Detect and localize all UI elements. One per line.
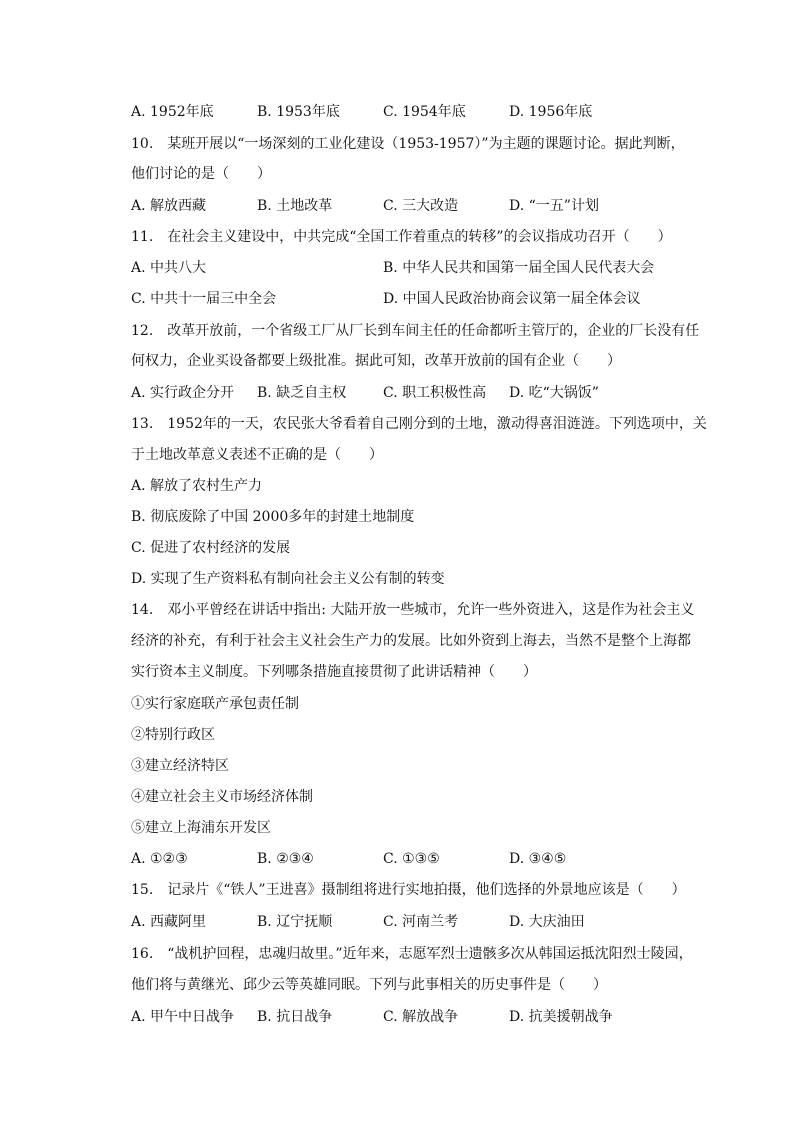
q12-option-c[interactable]: C. 职工积极性高 bbox=[383, 385, 487, 401]
q13-stem-line-2: 于土地改革意义表述不正确的是（ ） bbox=[131, 447, 383, 463]
q14-item-4: ④建立社会主义市场经济体制 bbox=[131, 789, 313, 805]
q11-stem-line-1: 11. 在社会主义建设中，中共完成“全国工作着重点的转移”的会议指成功召开（ ） bbox=[131, 229, 672, 245]
q14-stem-line-1: 14. 邓小平曾经在讲话中指出: 大陆开放一些城市，允许一些外资进入，这是作为社会主义 bbox=[131, 602, 695, 618]
q13-option-a[interactable]: A. 解放了农村生产力 bbox=[131, 478, 263, 494]
q16-option-d[interactable]: D. 抗美援朝战争 bbox=[509, 1009, 613, 1025]
q14-option-b[interactable]: B. ②③④ bbox=[257, 851, 314, 867]
q14-item-3: ③建立经济特区 bbox=[131, 758, 229, 774]
q10-stem-line-2: 他们讨论的是（ ） bbox=[131, 166, 271, 182]
q15-option-b[interactable]: B. 辽宁抚顺 bbox=[257, 914, 333, 930]
q12-stem-line-1: 12. 改革开放前，一个省级工厂从厂长到车间主任的任命都听主管厅的，企业的厂长没有任 bbox=[131, 323, 700, 339]
q13-option-b[interactable]: B. 彻底废除了中国 2000多年的封建土地制度 bbox=[131, 509, 415, 525]
q12-option-b[interactable]: B. 缺乏自主权 bbox=[257, 385, 347, 401]
q9-option-c[interactable]: C. 1954年底 bbox=[383, 104, 466, 120]
q15-option-a[interactable]: A. 西藏阿里 bbox=[131, 914, 207, 930]
q10-option-d[interactable]: D. “一五”计划 bbox=[509, 198, 599, 214]
q13-option-d[interactable]: D. 实现了生产资料私有制向社会主义公有制的转变 bbox=[131, 571, 445, 587]
q16-stem-line-1: 16. “战机护回程，忠魂归故里。”近年来，志愿军烈士遗骸多次从韩国运抵沈阳烈士陵园， bbox=[131, 946, 693, 962]
q16-option-a[interactable]: A. 甲午中日战争 bbox=[131, 1009, 235, 1025]
q14-stem-line-2: 经济的补充，有利于社会主义社会生产力的发展。比如外资到上海去，当然不是整个上海都 bbox=[131, 633, 691, 649]
q13-stem-line-1: 13. 1952年的一天，农民张大爷看着自己刚分到的土地，激动得喜泪涟涟。下列选项中，关 bbox=[131, 416, 707, 432]
q12-option-a[interactable]: A. 实行政企分开 bbox=[131, 385, 235, 401]
q10-stem-line-1: 10. 某班开展以“一场深刻的工业化建设（1953-1957）”为主题的课题讨论。据此判断， bbox=[131, 136, 685, 152]
q16-option-b[interactable]: B. 抗日战争 bbox=[257, 1009, 333, 1025]
q10-option-c[interactable]: C. 三大改造 bbox=[383, 198, 459, 214]
q9-option-b[interactable]: B. 1953年底 bbox=[257, 104, 340, 120]
q14-option-d[interactable]: D. ③④⑤ bbox=[509, 851, 567, 867]
q11-option-c[interactable]: C. 中共十一届三中全会 bbox=[131, 291, 277, 307]
q12-option-d[interactable]: D. 吃“大锅饭” bbox=[509, 385, 599, 401]
q13-option-c[interactable]: C. 促进了农村经济的发展 bbox=[131, 540, 291, 556]
q15-stem-line-1: 15. 记录片《“铁人”王进喜》摄制组将进行实地拍摄，他们选择的外景地应该是（ ） bbox=[131, 882, 686, 898]
q14-item-2: ②特别行政区 bbox=[131, 727, 215, 743]
q14-option-a[interactable]: A. ①②③ bbox=[131, 851, 188, 867]
q14-item-1: ①实行家庭联产承包责任制 bbox=[131, 696, 299, 712]
q9-option-d[interactable]: D. 1956年底 bbox=[509, 104, 593, 120]
q15-option-c[interactable]: C. 河南兰考 bbox=[383, 914, 459, 930]
q11-option-d[interactable]: D. 中国人民政治协商会议第一届全体会议 bbox=[383, 291, 641, 307]
q10-option-a[interactable]: A. 解放西藏 bbox=[131, 198, 207, 214]
q12-stem-line-2: 何权力，企业买设备都要上级批准。据此可知，改革开放前的国有企业（ ） bbox=[131, 353, 621, 369]
q11-option-a[interactable]: A. 中共八大 bbox=[131, 260, 207, 276]
q14-item-5: ⑤建立上海浦东开发区 bbox=[131, 820, 271, 836]
q10-option-b[interactable]: B. 土地改革 bbox=[257, 198, 333, 214]
q14-stem-line-3: 实行资本主义制度。下列哪条措施直接贯彻了此讲话精神（ ） bbox=[131, 664, 537, 680]
q9-option-a[interactable]: A. 1952年底 bbox=[131, 104, 214, 120]
q16-stem-line-2: 他们将与黄继光、邱少云等英雄同眠。下列与此事相关的历史事件是（ ） bbox=[131, 977, 607, 993]
q14-option-c[interactable]: C. ①③⑤ bbox=[383, 851, 440, 867]
q16-option-c[interactable]: C. 解放战争 bbox=[383, 1009, 459, 1025]
q11-option-b[interactable]: B. 中华人民共和国第一届全国人民代表大会 bbox=[383, 260, 655, 276]
q15-option-d[interactable]: D. 大庆油田 bbox=[509, 914, 585, 930]
